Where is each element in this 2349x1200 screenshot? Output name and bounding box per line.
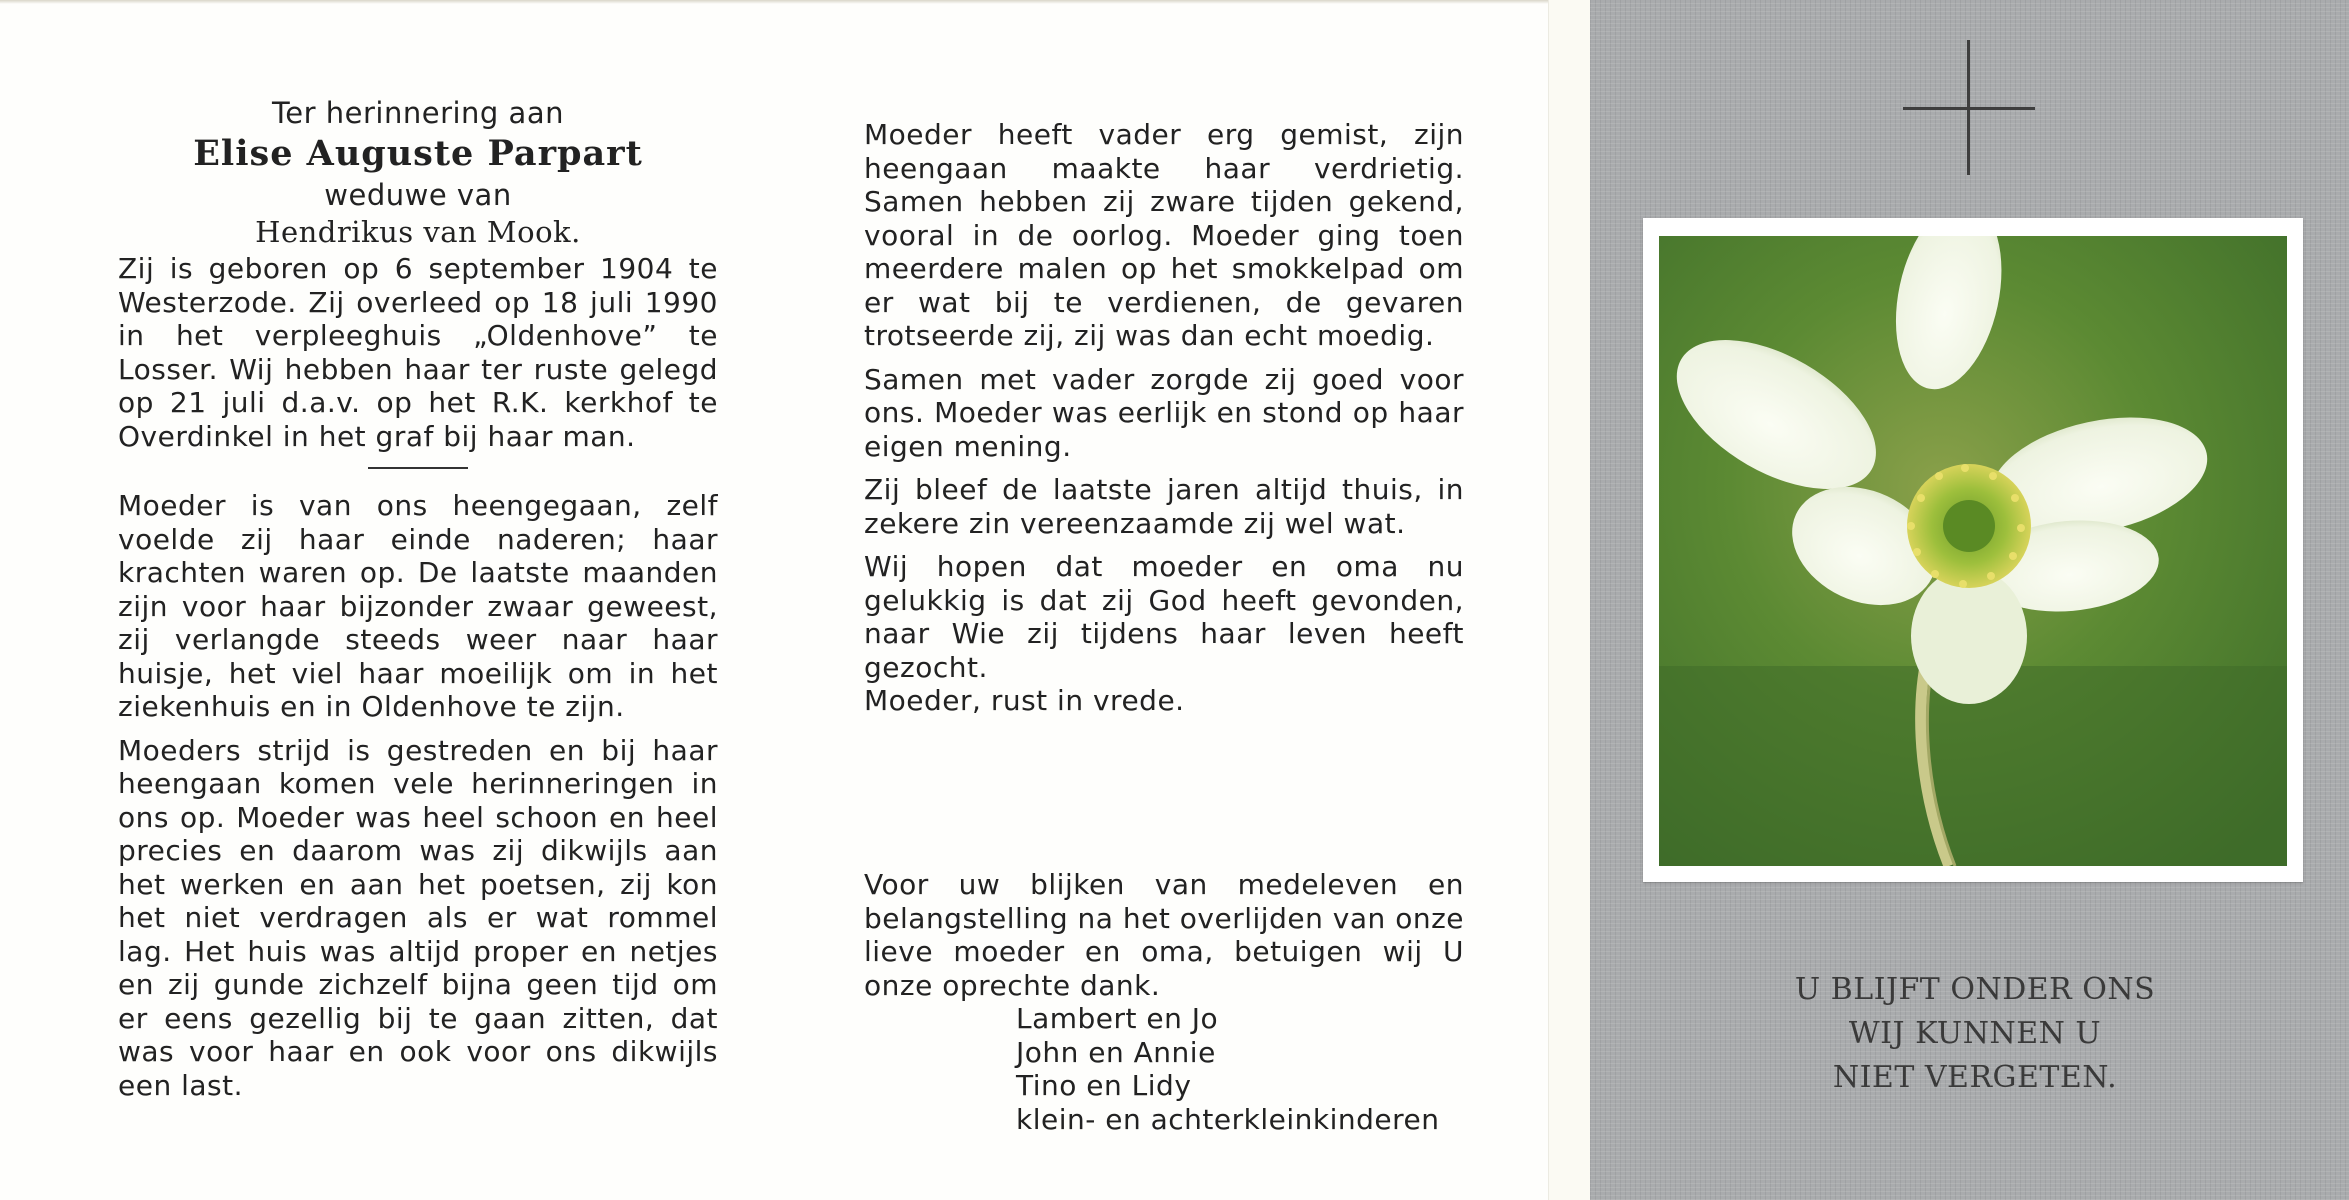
- white-anemone-flower-icon: [1659, 236, 2287, 866]
- closing-line: Moeder, rust in vrede.: [864, 684, 1185, 717]
- deceased-name: Elise Auguste Parpart: [193, 133, 643, 174]
- biography: Zij is geboren op 6 september 1904 te Westerzode. Zij overleed op 18 juli 1990 in het verpleeghuis „Oldenhove” te Losser. Wij hebben haar ter ruste gelegd op 21 juli d.a.v. op het R.K. kerkhof te Overdinkel in het graf bij haar man.: [118, 252, 718, 453]
- signer: John en Annie: [1016, 1035, 1216, 1069]
- middle-column: [864, 118, 1464, 718]
- middle-paragraph-3: Zij bleef de laatste jaren altijd thuis, in zekere zin vereenzaamde zij wel wat.: [864, 473, 1464, 540]
- left-column: [118, 96, 718, 1102]
- card-fold: [1548, 0, 1591, 1200]
- verse-line: NIET VERGETEN.: [1832, 1060, 2118, 1095]
- paper-edge: [0, 0, 1550, 4]
- thanks-text: Voor uw blijken van medeleven en belangstelling na het overlijden van onze lieve moeder en oma, betuigen wij U onze oprechte dank.: [864, 868, 1464, 1002]
- left-paragraph-1: Moeder is van ons heengegaan, zelf voelde zij haar einde naderen; haar krachten waren op. De laatste maanden zijn voor haar bijzonder zwaar geweest, zij verlangde steeds weer naar haar huisje, het viel haar moeilijk om in het ziekenhuis en in Oldenhove te zijn.: [118, 489, 718, 723]
- cross-icon-bar: [1903, 107, 2035, 110]
- middle-paragraph-2: Samen met vader zorgde zij goed voor ons. Moeder was eerlijk en stond op haar eigen mening.: [864, 362, 1464, 463]
- cover-verse: [1700, 968, 2250, 1100]
- verse-line: U BLIJFT ONDER ONS: [1794, 972, 2156, 1007]
- middle-paragraph-1: Moeder heeft vader erg gemist, zijn heengaan maakte haar verdrietig. Samen hebben zij zware tijden gekend, vooral in de oorlog. Moeder ging toen meerdere malen op het smokkelpad om er wat bij te verdienen, de gevaren trotseerde zij, zij was dan echt moedig.: [864, 118, 1464, 352]
- signers-list: [1016, 1002, 1464, 1136]
- signer: klein- en achterkleinkinderen: [1016, 1102, 1440, 1136]
- divider-line: [368, 467, 468, 469]
- left-paragraph-2: Moeders strijd is gestreden en bij haar heengaan komen vele herinneringen in ons op. Moeder was heel schoon en heel precies en daarom was zij dikwijls aan het werken en aan het poetsen, zij kon het niet verdragen als er wat rommel lag. Het huis was altijd proper en netjes en zij gunde zichzelf bijna geen tijd om er eens gezellig bij te gaan zitten, dat was voor haar en ook voor ons dikwijls een last.: [118, 733, 718, 1102]
- signer: Tino en Lidy: [1016, 1069, 1192, 1102]
- intro-line: Ter herinnering aan: [272, 96, 564, 130]
- verse-line: WIJ KUNNEN U: [1848, 1016, 2102, 1051]
- middle-paragraph-4: Wij hopen dat moeder en oma nu gelukkig is dat zij God heeft gevonden, naar Wie zij tijdens haar leven heeft gezocht.: [864, 550, 1464, 684]
- signer: Lambert en Jo: [1016, 1002, 1219, 1035]
- thanks-block: [864, 868, 1464, 1136]
- flower-photo-frame: [1643, 218, 2303, 882]
- widow-of-line: weduwe van: [324, 178, 512, 212]
- husband-name: Hendrikus van Mook.: [255, 215, 581, 249]
